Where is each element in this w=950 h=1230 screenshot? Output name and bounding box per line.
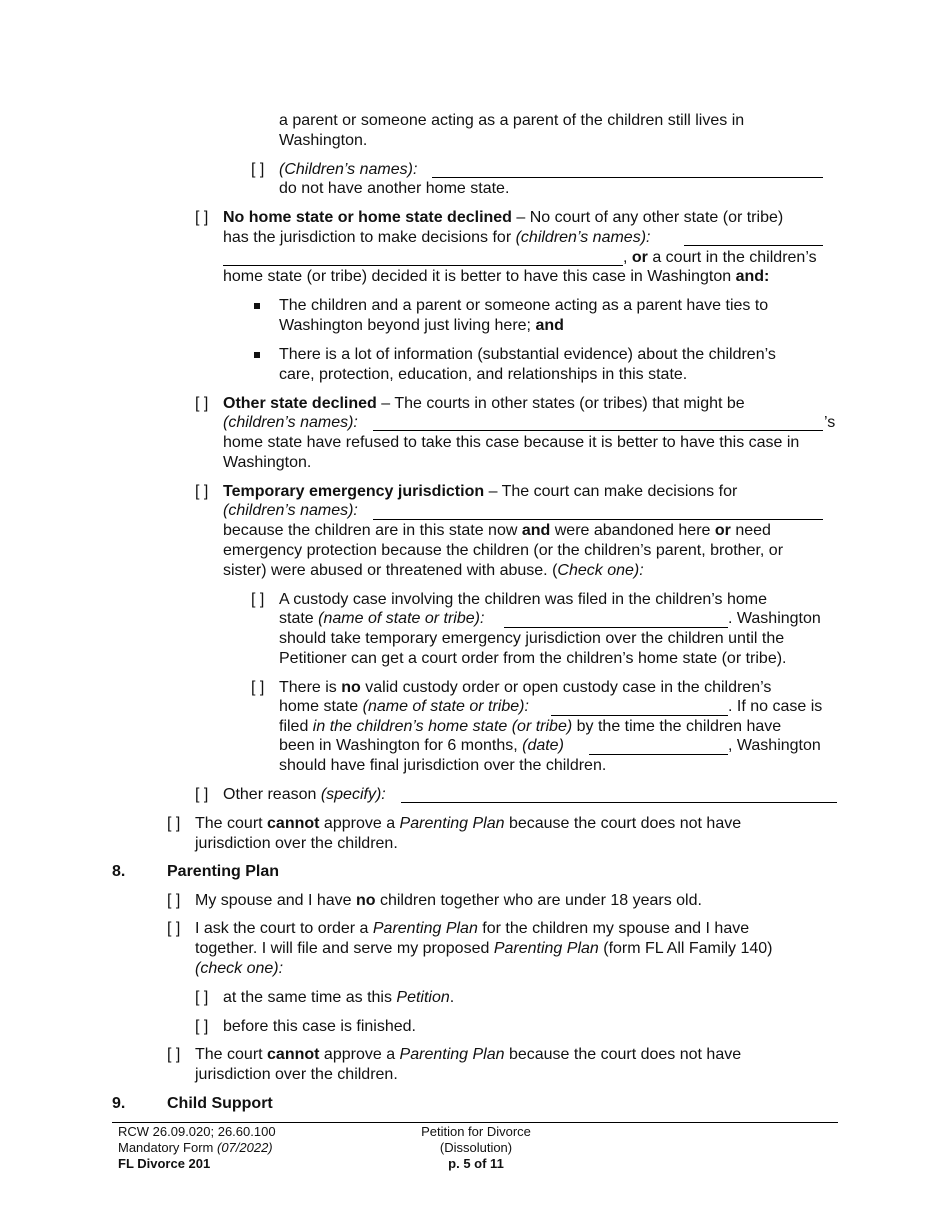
custody-filed-line-3: should take temporary emergency jurisdiction over the children until the xyxy=(279,630,785,647)
no-home-state-checkbox[interactable]: [ ] xyxy=(195,209,209,226)
custody-filed-line-2-end: . Washington xyxy=(728,610,821,627)
no-home-state-names-field-1[interactable] xyxy=(684,245,823,246)
no-custody-line-4-end: , Washington xyxy=(728,737,821,754)
no-custody-line-3: filed in the children’s home state (or tribe) by the time the children have xyxy=(279,718,782,735)
no-home-state-title: No home state or home state declined xyxy=(223,209,512,226)
footer-rcw: RCW 26.09.020; 26.60.100 xyxy=(118,1124,276,1139)
before-finished-text: before this case is finished. xyxy=(223,1018,416,1035)
parenting-plan-line-3: (check one): xyxy=(195,960,284,977)
custody-filed-state-field[interactable] xyxy=(504,627,728,628)
other-state-names-field[interactable] xyxy=(373,430,823,431)
no-custody-state-field[interactable] xyxy=(551,715,728,716)
bullet-icon xyxy=(254,352,260,358)
bullet-2-line-1: There is a lot of information (substantial evidence) about the children’s xyxy=(279,346,776,363)
temp-emergency-line-3: because the children are in this state now and were abandoned here or need xyxy=(223,522,771,539)
other-state-names-label: (children’s names): xyxy=(223,414,358,431)
children-names-checkbox[interactable]: [ ] xyxy=(251,161,265,178)
before-finished-checkbox[interactable]: [ ] xyxy=(195,1018,209,1035)
temp-emergency-names-field[interactable] xyxy=(373,519,823,520)
temp-emergency-line-5: sister) were abused or threatened with abuse. (Check one): xyxy=(223,562,644,579)
bullet-icon xyxy=(254,303,260,309)
temp-emergency-line-1: Temporary emergency jurisdiction – The court can make decisions for xyxy=(223,483,738,500)
temp-emergency-title: Temporary emergency jurisdiction xyxy=(223,483,485,500)
section-8-number: 8. xyxy=(112,863,126,880)
temp-emergency-checkbox[interactable]: [ ] xyxy=(195,483,209,500)
custody-filed-line-4: Petitioner can get a court order from the children’s home state (or tribe). xyxy=(279,650,787,667)
footer-subtitle: (Dissolution) xyxy=(439,1140,513,1155)
no-custody-line-4: been in Washington for 6 months, (date) xyxy=(279,737,564,754)
no-custody-line-5: should have final jurisdiction over the children. xyxy=(279,757,607,774)
other-state-possessive: ’s xyxy=(824,414,836,431)
footer-mandatory-form: Mandatory Form (07/2022) xyxy=(118,1140,273,1155)
no-custody-line-2: home state (name of state or tribe): xyxy=(279,698,529,715)
temp-emergency-names-label: (children’s names): xyxy=(223,502,358,519)
no-custody-checkbox[interactable]: [ ] xyxy=(251,679,265,696)
bullet-1-line-2: Washington beyond just living here; and xyxy=(279,317,564,334)
children-names-field[interactable] xyxy=(432,177,823,178)
parenting-plan-line-1: I ask the court to order a Parenting Plan for the children my spouse and I have xyxy=(195,920,750,937)
no-children-text: My spouse and I have no children together who are under 18 years old. xyxy=(195,892,702,909)
parenting-plan-line-2: together. I will file and serve my proposed Parenting Plan (form FL All Family 140) xyxy=(195,940,773,957)
custody-filed-checkbox[interactable]: [ ] xyxy=(251,591,265,608)
court-cannot-line-1: The court cannot approve a Parenting Plan because the court does not have xyxy=(195,815,742,832)
same-time-checkbox[interactable]: [ ] xyxy=(195,989,209,1006)
footer-page-number: p. 5 of 11 xyxy=(448,1156,504,1171)
no-children-checkbox[interactable]: [ ] xyxy=(167,892,181,909)
court-cannot-line-2: jurisdiction over the children. xyxy=(195,835,398,852)
temp-emergency-line-4: emergency protection because the children (or the children’s parent, brother, or xyxy=(223,542,784,559)
footer-title: Petition for Divorce xyxy=(421,1124,531,1139)
intro-line-1: a parent or someone acting as a parent of the children still lives in xyxy=(279,112,745,129)
court-cannot-plan-checkbox[interactable]: [ ] xyxy=(167,1046,181,1063)
children-names-after: do not have another home state. xyxy=(279,180,510,197)
parenting-plan-checkbox[interactable]: [ ] xyxy=(167,920,181,937)
no-home-state-line-2: has the jurisdiction to make decisions for (children’s names): xyxy=(223,229,651,246)
bullet-2-line-2: care, protection, education, and relationships in this state. xyxy=(279,366,688,383)
intro-line-2: Washington. xyxy=(279,132,368,149)
other-state-line-1: Other state declined – The courts in other states (or tribes) that might be xyxy=(223,395,745,412)
section-9-title: Child Support xyxy=(167,1095,273,1112)
other-reason-field[interactable] xyxy=(401,802,837,803)
other-reason-checkbox[interactable]: [ ] xyxy=(195,786,209,803)
other-state-checkbox[interactable]: [ ] xyxy=(195,395,209,412)
other-state-title: Other state declined xyxy=(223,395,377,412)
no-custody-line-2-end: . If no case is xyxy=(728,698,823,715)
no-custody-line-1: There is no valid custody order or open custody case in the children’s xyxy=(279,679,772,696)
children-names-label: (Children’s names): xyxy=(279,161,418,178)
section-8-title: Parenting Plan xyxy=(167,863,280,880)
bullet-1-line-1: The children and a parent or someone acting as a parent have ties to xyxy=(279,297,769,314)
court-cannot-checkbox[interactable]: [ ] xyxy=(167,815,181,832)
no-home-state-names-field-2[interactable] xyxy=(223,265,623,266)
custody-filed-line-1: A custody case involving the children was filed in the children’s home xyxy=(279,591,767,608)
other-reason-label: Other reason (specify): xyxy=(223,786,386,803)
other-state-line-4: Washington. xyxy=(223,454,312,471)
same-time-text: at the same time as this Petition. xyxy=(223,989,455,1006)
custody-filed-line-2: state (name of state or tribe): xyxy=(279,610,485,627)
no-home-state-line-3: , or a court in the children’s xyxy=(623,249,817,266)
footer-divider xyxy=(112,1122,838,1123)
no-home-state-line-4: home state (or tribe) decided it is better to have this case in Washington and: xyxy=(223,268,770,285)
no-home-state-line-1: No home state or home state declined – No court of any other state (or tribe) xyxy=(223,209,784,226)
other-state-line-3: home state have refused to take this case because it is better to have this case in xyxy=(223,434,800,451)
court-cannot-plan-line-1: The court cannot approve a Parenting Plan because the court does not have xyxy=(195,1046,742,1063)
court-cannot-plan-line-2: jurisdiction over the children. xyxy=(195,1066,398,1083)
no-custody-date-field[interactable] xyxy=(589,754,728,755)
footer-form-id: FL Divorce 201 xyxy=(118,1156,211,1171)
section-9-number: 9. xyxy=(112,1095,126,1112)
